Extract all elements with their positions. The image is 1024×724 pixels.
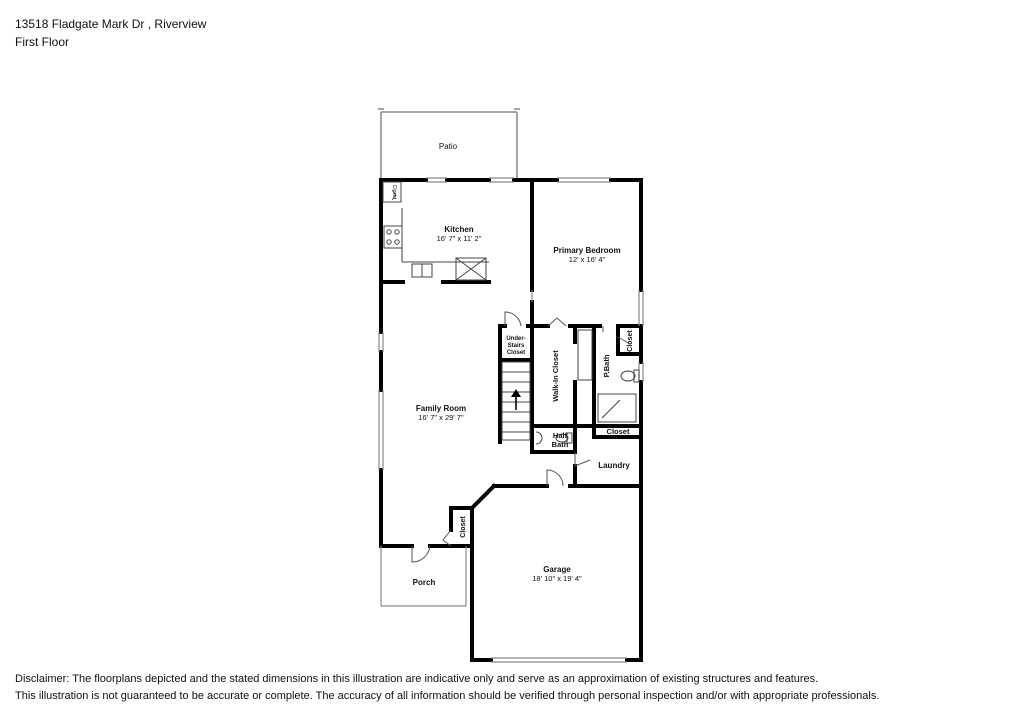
property-address: 13518 Fladgate Mark Dr , Riverview — [15, 17, 207, 31]
under-stairs-closet-label-2: Stairs — [507, 343, 525, 349]
porch-label: Porch — [412, 578, 436, 587]
garage-dims: 18' 10" x 19' 4" — [532, 574, 582, 583]
under-stairs-closet-label-1: Under- — [506, 336, 526, 342]
walk-in-closet-label: Walk-In Closet — [551, 350, 560, 402]
primary-bedroom-label: Primary Bedroom — [553, 246, 621, 255]
pbath-label: P.Bath — [602, 354, 611, 378]
garage-label: Garage — [543, 565, 571, 574]
kitchen-closet-label: Closet — [391, 184, 397, 200]
primary-bedroom-dims: 12' x 16' 4" — [568, 255, 606, 264]
front-closet-label: Closet — [460, 516, 467, 538]
disclaimer-line-1: Disclaimer: The floorplans depicted and the stated dimensions in this illustration are indicative only and serve as an approximation of existing structures and features. — [15, 673, 819, 685]
pbath-closet-label: Closet — [627, 330, 634, 352]
hall-closet-label: Closet — [606, 427, 630, 436]
disclaimer-line-2: This illustration is not guaranteed to be accurate or complete. The accuracy of all information should be verified through personal inspection and/or with appropriate professionals. — [15, 690, 880, 702]
patio-label: Patio — [438, 142, 458, 151]
laundry-label: Laundry — [598, 461, 630, 470]
floor-label: First Floor — [15, 35, 69, 49]
family-room-dims: 16' 7" x 29' 7" — [418, 413, 464, 422]
kitchen-label: Kitchen — [444, 225, 474, 234]
half-bath-label-1: Half — [552, 431, 568, 440]
family-room-label: Family Room — [415, 404, 467, 413]
under-stairs-closet-label-3: Closet — [506, 350, 526, 356]
half-bath-label-2: Bath — [551, 440, 569, 449]
kitchen-dims: 16' 7" x 11' 2" — [436, 234, 482, 243]
